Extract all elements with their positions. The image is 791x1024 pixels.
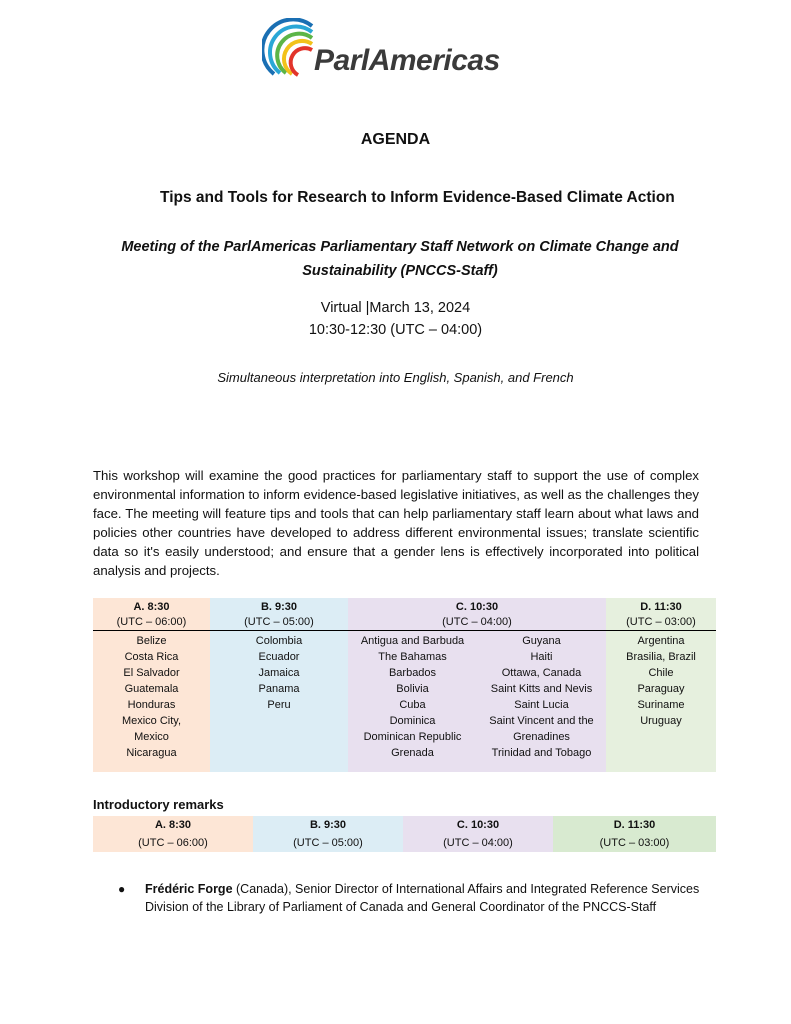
intro-utc: (UTC – 03:00) [599,837,670,849]
place-item: Grenada [391,747,434,759]
place-item: Chile [648,667,674,679]
place-item: Suriname [637,699,685,711]
timezone-time: A. 8:30 [133,601,170,613]
place-item: Saint Kitts and Nevis [490,683,593,695]
place-item: Grenadines [513,731,570,743]
meeting-name: Meeting of the ParlAmericas Parliamentary Staff Network on Climate Change and Sustainability (PNCCS-Staff) [121,239,679,279]
timezone-column-d [606,598,716,772]
place-item: Uruguay [640,715,682,727]
place-item: Colombia [255,635,303,647]
timezone-table [93,598,716,772]
logo-text: ParlAmericas [314,44,500,77]
place-item: The Bahamas [378,651,447,663]
intro-utc: (UTC – 04:00) [443,837,513,849]
place-item: Guyana [522,635,561,647]
place-item: Dominica [389,715,436,727]
place-item: Ecuador [258,651,300,663]
place-item: Brasilia, Brazil [626,651,696,663]
timezone-places [477,631,606,761]
place-item: Cuba [399,699,426,711]
intro-utc: (UTC – 06:00) [138,837,208,849]
place-item: Nicaragua [126,747,177,759]
place-item: Saint Lucia [514,699,569,711]
workshop-description: This workshop will examine the good practices for parliamentary staff to support the use of complex environmental information to inform evidence-based legislative initiatives, as well as the challenges they face. The meeting will feature tips and tools that can help parliamentary staff learn about what laws and policies other countries have developed to address different environmental issues; translate scientific data so it's easily understood; and ensure that a gender lens is effectively incorporated into political analysis and projects. [93,468,699,578]
place-item: Saint Vincent and the [489,715,594,727]
parlamericas-logo [262,18,522,88]
place-item: Belize [136,635,167,647]
logo-arcs-icon [262,18,322,88]
place-item: Guatemala [124,683,179,695]
place-item: Panama [258,683,300,695]
event-date: Virtual |March 13, 2024 [320,300,471,316]
intro-cell-c [403,816,553,852]
bullet-icon: ● [118,882,126,896]
page-heading: AGENDA [360,131,431,148]
intro-time: A. 8:30 [154,819,192,831]
intro-heading: Introductory remarks [93,797,224,812]
place-item: Costa Rica [124,651,179,663]
timezone-utc: (UTC – 06:00) [93,615,210,631]
intro-utc: (UTC – 05:00) [293,837,363,849]
place-item: Argentina [637,635,685,647]
place-item: Dominican Republic [363,731,462,743]
place-item: El Salvador [123,667,180,679]
intro-time: B. 9:30 [309,819,347,831]
place-item: Paraguay [637,683,685,695]
speaker-item [118,880,718,916]
event-title: Tips and Tools for Research to Inform Evidence-Based Climate Action [160,189,675,206]
timezone-utc: (UTC – 04:00) [348,615,606,631]
timezone-places [348,631,477,761]
place-item: Antigua and Barbuda [360,635,465,647]
place-item: Ottawa, Canada [501,667,582,679]
intro-cell-b [253,816,403,852]
timezone-places [606,631,716,729]
place-item: Mexico City, [121,715,182,727]
intro-cell-a [93,816,253,852]
intro-timezone-table [93,816,716,852]
timezone-time: D. 11:30 [640,601,682,613]
timezone-time: B. 9:30 [260,601,298,613]
place-item: Bolivia [396,683,429,695]
place-item: Haiti [530,651,553,663]
place-item: Mexico [134,731,169,743]
speaker-details: (Canada), Senior Director of International Affairs and Integrated Reference Services Division of the Library of Parliament of Canada and General Coordinator of the PNCCS-Staff [145,882,700,914]
timezone-utc: (UTC – 03:00) [606,615,716,631]
timezone-places [210,631,348,713]
timezone-time: C. 10:30 [455,601,499,613]
timezone-utc: (UTC – 05:00) [210,615,348,631]
place-item: Barbados [388,667,437,679]
intro-time: D. 11:30 [613,819,656,831]
event-time: 10:30-12:30 (UTC – 04:00) [308,322,483,338]
interpretation-note: Simultaneous interpretation into English, Spanish, and French [217,370,574,385]
place-item: Peru [267,699,291,711]
intro-cell-d [553,816,716,852]
timezone-column-c [348,598,606,772]
place-item: Jamaica [258,667,300,679]
timezone-places [93,631,210,761]
timezone-column-b [210,598,348,772]
intro-time: C. 10:30 [456,819,500,831]
speaker-name: Frédéric Forge [145,882,233,896]
place-item: Trinidad and Tobago [491,747,592,759]
timezone-column-a [93,598,210,772]
place-item: Honduras [127,699,176,711]
